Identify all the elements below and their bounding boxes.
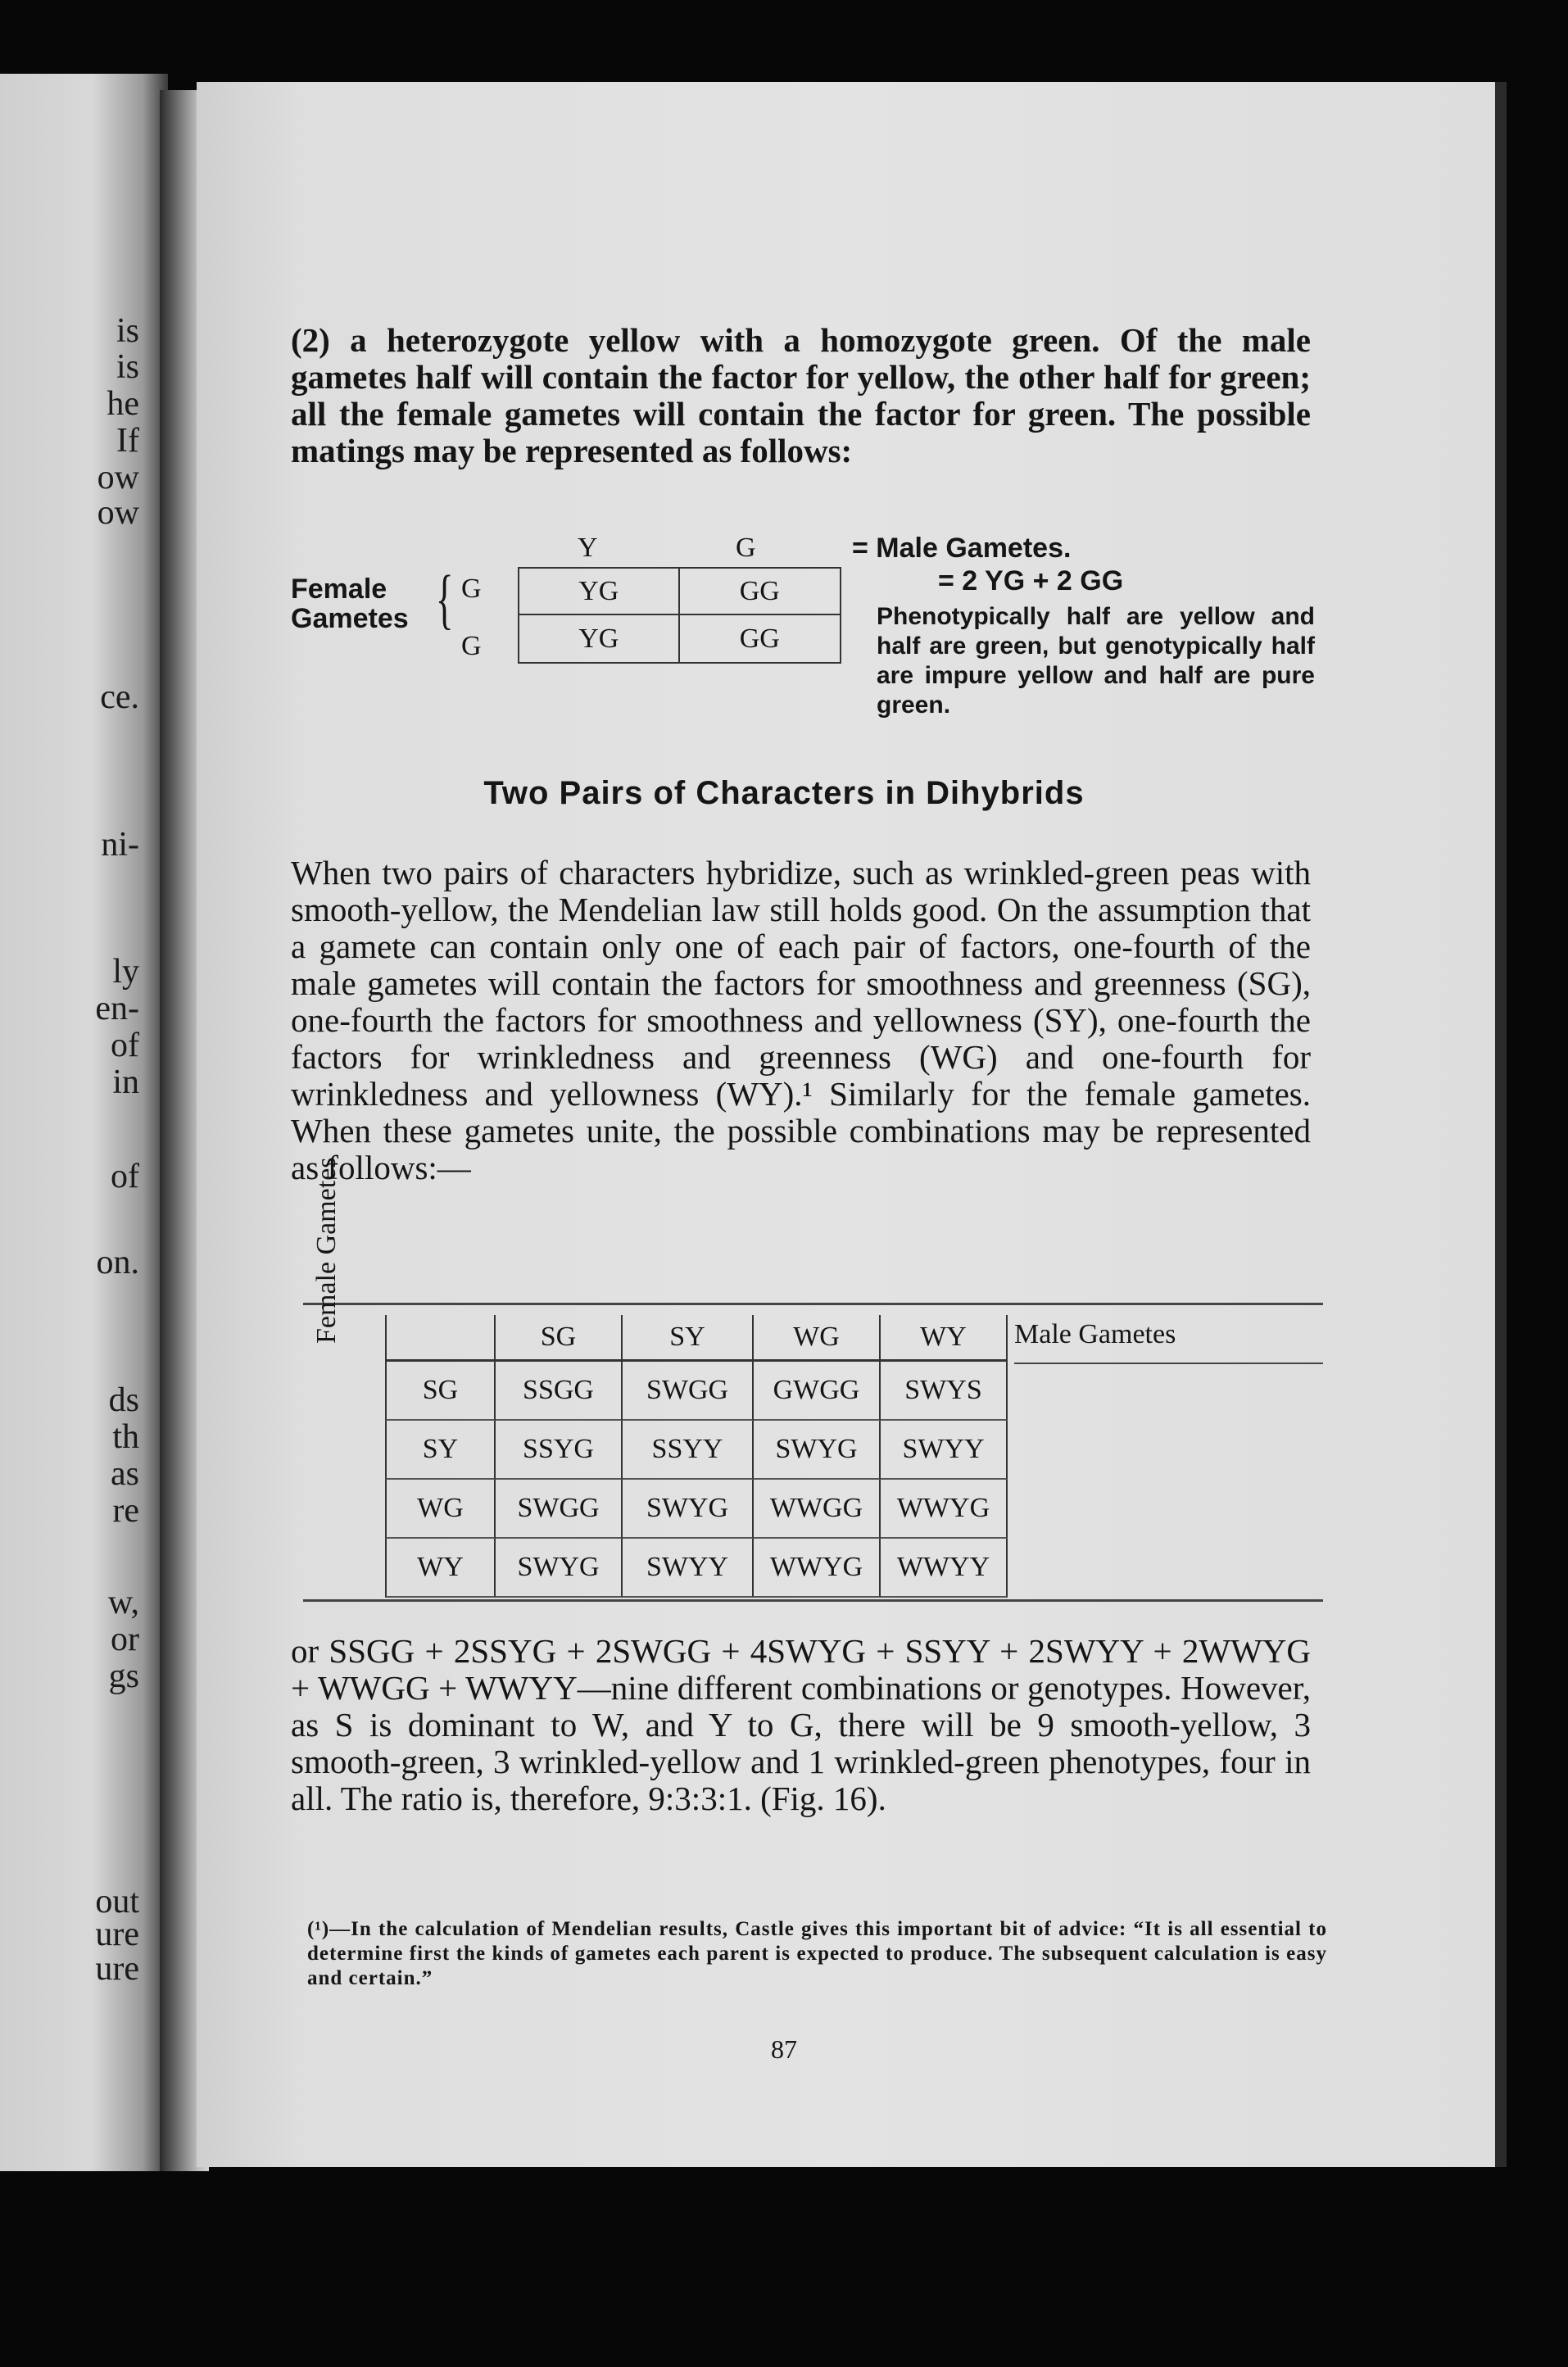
facing-page-fragment: th	[112, 1418, 139, 1456]
column-header: WY	[881, 1315, 1008, 1362]
mono-result: = 2 YG + 2 GG	[938, 565, 1124, 596]
female-gamete-1: G	[461, 574, 482, 604]
female-gamete-2: G	[461, 631, 482, 661]
column-header: SY	[623, 1315, 754, 1362]
male-gametes-label: = Male Gametes.	[852, 533, 1072, 564]
facing-page-fragment: ce.	[100, 678, 139, 716]
table-corner	[385, 1315, 496, 1362]
mono-cell: YG	[519, 615, 680, 662]
facing-page-fragment: is	[116, 348, 139, 386]
facing-page-fragment: in	[112, 1063, 139, 1101]
female-label-1: Female	[291, 574, 387, 605]
facing-page-fragment: of	[111, 1027, 139, 1064]
facing-page-fragment: out	[95, 1883, 139, 1920]
facing-page-fragment: ure	[95, 1950, 139, 1988]
facing-page-fragment: is	[116, 312, 139, 350]
facing-page-fragment: ni-	[101, 826, 139, 864]
male-gamete-y: Y	[578, 533, 598, 563]
column-header: SG	[496, 1315, 623, 1362]
mono-note: Phenotypically half are yellow and half are green, but genotypically half are impure yellow and half are pure green.	[877, 603, 1315, 719]
footnote: (¹)—In the calculation of Mendelian results, Castle gives this important bit of advice: “It is all essential to determine first the kinds of gametes each parent is expected to produce. The subsequent calculation is easy and certain.”	[307, 1918, 1327, 1989]
facing-page-fragment: ow	[97, 494, 139, 532]
table-cell: SSYG	[496, 1421, 623, 1480]
row-header: SG	[385, 1362, 496, 1421]
section-heading: Two Pairs of Characters in Dihybrids	[483, 775, 1085, 811]
mono-cell: GG	[739, 623, 780, 654]
facing-page-fragment: ly	[112, 953, 139, 991]
row-header: WY	[385, 1539, 496, 1598]
facing-page-fragment: gs	[108, 1657, 139, 1695]
female-label-2: Gametes	[291, 603, 409, 634]
facing-page-fragment: on.	[96, 1244, 139, 1281]
facing-page-fragment: of	[111, 1158, 139, 1195]
table-cell: GWGG	[754, 1362, 881, 1421]
female-gametes-label: Female Gametes	[311, 1157, 342, 1344]
mono-cell: YG	[519, 569, 680, 615]
column-header: WG	[754, 1315, 881, 1362]
table-cell: SWYY	[881, 1421, 1008, 1480]
table-top-rule	[303, 1303, 1323, 1305]
table-cell: SSGG	[496, 1362, 623, 1421]
table-cell: SWYG	[754, 1421, 881, 1480]
table-cell: WWYG	[754, 1539, 881, 1598]
male-gamete-g: G	[736, 533, 756, 563]
table-cell: SWYY	[623, 1539, 754, 1598]
facing-page-fragment: If	[116, 422, 139, 460]
table-cell: WWYG	[881, 1480, 1008, 1539]
mono-cell: GG	[680, 569, 841, 615]
dihybrid-punnett-square	[385, 1315, 1008, 1598]
dihybrid-paragraph: When two pairs of characters hybridize, such as wrinkled-green peas with smooth-yellow, the Mendelian law still holds good. On the assumption that a gamete can contain only one of each pair of factors, one-fourth of the male gametes will contain the factors for smoothness and greenness (SG), one-fourth the factors for smoothness and yellowness (SY), one-fourth the factors for wrinkledness and greenness (WG) and one-fourth for wrinkledness and yellowness (WY).¹ Similarly for the female gametes. When these gametes unite, the possible combinations may be represented as follows:—	[291, 854, 1311, 1186]
facing-page-fragment: he	[106, 385, 139, 423]
facing-page-fragment: re	[112, 1492, 139, 1530]
brace: {	[435, 561, 454, 636]
facing-page-fragment: ow	[97, 459, 139, 497]
table-cell: WWYY	[881, 1539, 1008, 1598]
page-edge	[1495, 82, 1507, 2167]
male-label-rule	[1014, 1363, 1323, 1364]
page-number: 87	[771, 2034, 797, 2064]
table-bottom-rule	[303, 1599, 1323, 1602]
facing-page-fragment: or	[111, 1621, 139, 1658]
table-cell: WWGG	[754, 1480, 881, 1539]
dihybrid-male-gametes-label: Male Gametes	[1014, 1319, 1176, 1349]
result-paragraph: or SSGG + 2SSYG + 2SWGG + 4SWYG + SSYY + 2SWYY + 2WWYG + WWGG + WWYY—nine different combinations or genotypes. However, as S is dominant to W, and Y to G, there will be 9 smooth-yellow, 3 smooth-green, 3 wrinkled-yellow and 1 wrinkled-green phenotypes, four in all. The ratio is, therefore, 9:3:3:1. (Fig. 16).	[291, 1632, 1311, 1817]
table-cell: SWYS	[881, 1362, 1008, 1421]
row-header: WG	[385, 1480, 496, 1539]
facing-page-fragment: ure	[95, 1916, 139, 1953]
facing-page-fragment: ds	[108, 1381, 139, 1419]
table-cell: SWYG	[623, 1480, 754, 1539]
table-cell: SWGG	[496, 1480, 623, 1539]
table-cell: SSYY	[623, 1421, 754, 1480]
facing-page-fragment: en-	[95, 990, 139, 1027]
table-cell: SWGG	[623, 1362, 754, 1421]
mono-punnett-square	[518, 567, 841, 664]
intro-paragraph: (2) a heterozygote yellow with a homozygote green. Of the male gametes half will contain the factor for yellow, the other half for green; all the female gametes will contain the factor for green. The possible matings may be represented as follows:	[291, 321, 1311, 469]
facing-page-fragment: as	[111, 1455, 139, 1493]
facing-page-fragment: w,	[107, 1584, 139, 1621]
row-header: SY	[385, 1421, 496, 1480]
table-cell: SWYG	[496, 1539, 623, 1598]
